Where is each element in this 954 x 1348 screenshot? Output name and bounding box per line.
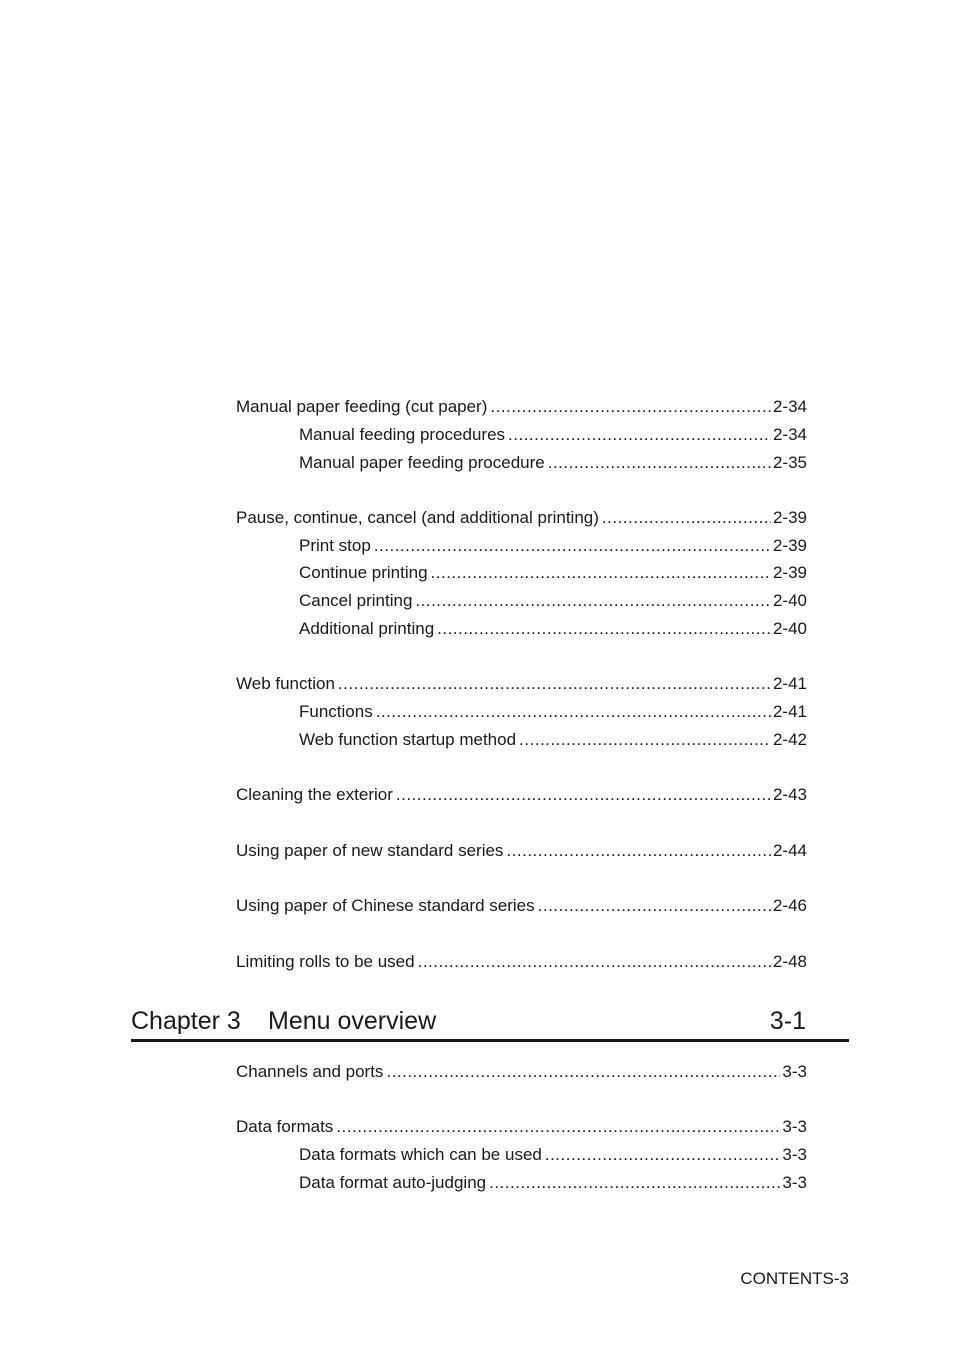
toc-page-number: 2-34 (772, 397, 807, 416)
toc-line (236, 951, 807, 973)
toc-page-number: 2-41 (772, 674, 807, 693)
toc-leader (508, 424, 771, 446)
toc-leader (431, 562, 771, 584)
toc-line (299, 452, 807, 474)
toc-line (236, 784, 807, 806)
toc-page-number: 3-3 (782, 1117, 807, 1136)
toc-title: Data format auto-judging (299, 1173, 487, 1192)
toc-page-number: 2-42 (772, 730, 807, 749)
toc-line (299, 618, 807, 640)
toc-leader (506, 840, 771, 862)
toc-leader (415, 590, 771, 612)
toc-line (236, 507, 807, 529)
toc-page-number: 2-44 (772, 841, 807, 860)
toc-title: Using paper of new standard series (236, 841, 504, 860)
toc-title: Functions (299, 702, 373, 721)
toc-line (299, 424, 807, 446)
toc-title: Manual paper feeding (cut paper) (236, 397, 488, 416)
toc-title: Data formats (236, 1117, 334, 1136)
toc-leader (490, 396, 771, 418)
toc-page-number: 2-43 (772, 785, 807, 804)
toc-line (299, 1172, 807, 1194)
toc-page-number: 2-39 (772, 536, 807, 555)
toc-title: Continue printing (299, 563, 428, 582)
toc-leader (548, 452, 771, 474)
chapter-page-number: 3-1 (769, 1007, 806, 1035)
toc-title: Pause, continue, cancel (and additional printing) (236, 508, 599, 527)
toc-line (236, 673, 807, 695)
toc-title: Limiting rolls to be used (236, 952, 415, 971)
toc-line (236, 396, 807, 418)
toc-leader (545, 1144, 781, 1166)
toc-leader (418, 951, 771, 973)
chapter-title: Menu overview (268, 1007, 437, 1035)
toc-line (236, 895, 807, 917)
toc-line (236, 1116, 807, 1138)
toc-page-number: 2-46 (772, 896, 807, 915)
toc-title: Additional printing (299, 619, 435, 638)
toc-leader (602, 507, 771, 529)
footer-page-label: CONTENTS-3 (740, 1269, 849, 1288)
toc-leader (437, 618, 771, 640)
toc-leader (489, 1172, 780, 1194)
toc-leader (376, 701, 771, 723)
toc-line (299, 562, 807, 584)
toc-page-number: 2-35 (772, 453, 807, 472)
toc-page-number: 3-3 (782, 1145, 807, 1164)
chapter-number: Chapter 3 (131, 1007, 241, 1035)
toc-leader (396, 784, 771, 806)
toc-title: Using paper of Chinese standard series (236, 896, 535, 915)
toc-leader (374, 535, 771, 557)
toc-line (299, 1144, 807, 1166)
toc-title: Cleaning the exterior (236, 785, 393, 804)
toc-page-number: 2-39 (772, 563, 807, 582)
toc-title: Web function startup method (299, 730, 517, 749)
toc-line (299, 729, 807, 751)
toc-leader (538, 895, 771, 917)
toc-page-number: 2-34 (772, 425, 807, 444)
toc-leader (338, 673, 771, 695)
toc-line (236, 1061, 807, 1083)
toc-page-number: 2-41 (772, 702, 807, 721)
toc-title: Cancel printing (299, 591, 413, 610)
toc-line (299, 590, 807, 612)
toc-title: Channels and ports (236, 1062, 384, 1081)
toc-line (236, 840, 807, 862)
toc-line (299, 535, 807, 557)
toc-page-number: 2-48 (772, 952, 807, 971)
toc-leader (336, 1116, 780, 1138)
toc-line (299, 701, 807, 723)
chapter-heading (131, 1005, 849, 1042)
toc-leader (519, 729, 771, 751)
toc-title: Manual paper feeding procedure (299, 453, 545, 472)
toc-page-number: 3-3 (782, 1062, 807, 1081)
toc-page-number: 2-40 (772, 619, 807, 638)
toc-page-number: 3-3 (782, 1173, 807, 1192)
toc-title: Web function (236, 674, 335, 693)
toc-title: Print stop (299, 536, 371, 555)
toc-title: Data formats which can be used (299, 1145, 542, 1164)
toc-title: Manual feeding procedures (299, 425, 506, 444)
toc-page-number: 2-40 (772, 591, 807, 610)
toc-leader (386, 1061, 780, 1083)
toc-page-number: 2-39 (772, 508, 807, 527)
